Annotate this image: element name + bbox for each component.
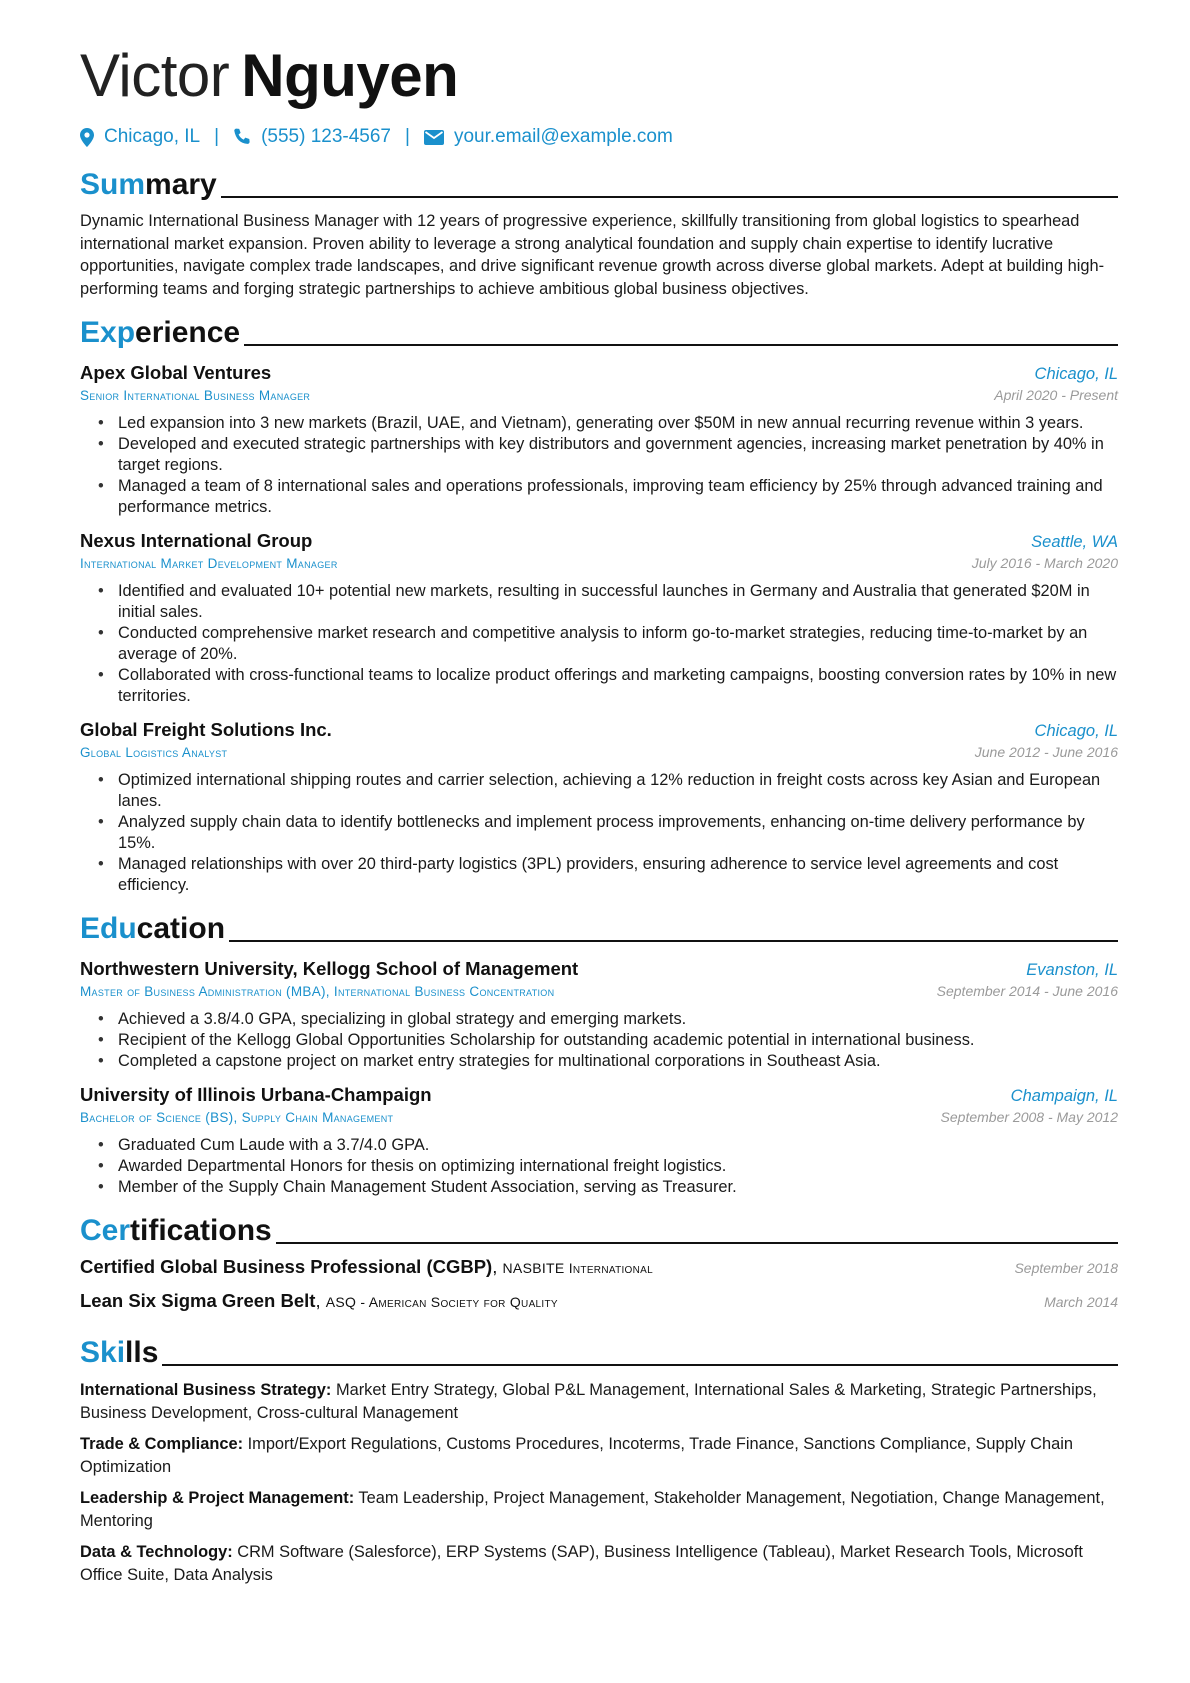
candidate-name — [80, 40, 1118, 112]
envelope-icon — [424, 130, 444, 145]
experience-entry — [80, 719, 1118, 896]
job-title: Global Logistics Analyst — [80, 745, 228, 760]
list-item: • Recipient of the Kellogg Global Opportunities Scholarship for outstanding academic potential in international business. — [94, 1030, 1118, 1051]
section-title: Summary — [80, 168, 217, 201]
list-item: • Conducted comprehensive market research and competitive analysis to inform go-to-market strategies, reducing time-to-market by an average of 20%. — [94, 623, 1118, 665]
summary-text: Dynamic International Business Manager with 12 years of progressive experience, skillfully transitioning from global logistics to spearhead international market expansion. Proven ability to leverage a strong analytical foundation and supply chain expertise to identify lucrative opportunities, navigate complex trade landscapes, and drive significant revenue growth across diverse global markets. Adept at building high-performing teams and forging strategic partnerships to achieve ambitious global business objectives. — [80, 212, 1105, 298]
list-item: • Managed a team of 8 international sales and operations professionals, improving team efficiency by 25% through advanced training and performance metrics. — [94, 476, 1118, 518]
entry-dates: September 2008 - May 2012 — [940, 1109, 1118, 1125]
education-entry — [80, 1084, 1118, 1198]
section-title: Experience — [80, 316, 241, 349]
entry-dates: July 2016 - March 2020 — [971, 555, 1118, 571]
certification-item: Lean Six Sigma Green Belt, ASQ - American Society for Quality March 2014 — [80, 1290, 1118, 1311]
section-experience-header — [80, 310, 1118, 350]
list-item: • Member of the Supply Chain Management Student Association, serving as Treasurer. — [94, 1177, 1118, 1198]
skill-category: International Business Strategy: — [80, 1381, 332, 1399]
list-item: • Awarded Departmental Honors for thesis on optimizing international freight logistics. — [94, 1156, 1118, 1177]
skill-category: Trade & Compliance: — [80, 1435, 244, 1453]
contact-location — [80, 126, 200, 148]
contact-separator: | — [405, 126, 410, 147]
list-item: • Managed relationships with over 20 third-party logistics (3PL) providers, ensuring adherence to service level agreements and cost efficiency. — [94, 854, 1118, 896]
section-title: Certifications — [80, 1214, 272, 1247]
entry-location: Seattle, WA — [1031, 533, 1118, 551]
achievement-list — [80, 581, 1118, 707]
list-item: • Analyzed supply chain data to identify bottlenecks and implement process improvements, enhancing on-time delivery performance by 15%. — [94, 812, 1118, 854]
entry-location: Chicago, IL — [1034, 722, 1118, 740]
map-pin-icon — [80, 128, 94, 147]
school-name: Northwestern University, Kellogg School of Management — [80, 958, 579, 979]
company-name: Global Freight Solutions Inc. — [80, 719, 332, 740]
section-divider — [244, 344, 1118, 346]
education-entry — [80, 958, 1118, 1072]
phone-icon — [233, 128, 251, 146]
entry-location: Chicago, IL — [1034, 365, 1118, 383]
list-item: • Completed a capstone project on market entry strategies for multinational corporations in Southeast Asia. — [94, 1051, 1118, 1072]
entry-location: Champaign, IL — [1010, 1087, 1118, 1105]
list-item: • Graduated Cum Laude with a 3.7/4.0 GPA. — [94, 1135, 1118, 1156]
certification-date: September 2018 — [1014, 1260, 1118, 1276]
skill-items: Team Leadership, Project Management, Stakeholder Management, Negotiation, Change Management, Mentoring — [80, 1489, 1105, 1530]
section-divider — [221, 196, 1118, 198]
skill-group — [80, 1487, 1118, 1532]
location-text: Chicago, IL — [104, 126, 201, 147]
section-certifications-header — [80, 1208, 1118, 1248]
achievement-list — [80, 1135, 1118, 1198]
phone-text: (555) 123-4567 — [261, 126, 391, 147]
degree: Bachelor of Science (BS), Supply Chain Management — [80, 1110, 394, 1125]
skill-category: Leadership & Project Management: — [80, 1489, 355, 1507]
section-title: Education — [80, 912, 226, 945]
entry-dates: April 2020 - Present — [994, 387, 1118, 403]
section-skills-header — [80, 1330, 1118, 1370]
section-divider — [162, 1364, 1118, 1366]
entry-dates: June 2012 - June 2016 — [974, 744, 1118, 760]
contact-bar — [80, 122, 1118, 152]
achievement-list — [80, 1009, 1118, 1072]
certification-name: Lean Six Sigma Green Belt — [80, 1290, 316, 1311]
certification-name: Certified Global Business Professional (CGBP) — [80, 1256, 493, 1277]
skill-category: Data & Technology: — [80, 1543, 233, 1561]
resume-page — [80, 40, 1118, 1586]
contact-separator: | — [214, 126, 220, 147]
skill-items: Import/Export Regulations, Customs Procedures, Incoterms, Trade Finance, Sanctions Compliance, Supply Chain Optimization — [80, 1435, 1073, 1476]
certification-issuer: ASQ - American Society for Quality — [325, 1294, 558, 1310]
degree: Master of Business Administration (MBA), International Business Concentration — [80, 984, 555, 999]
experience-entry — [80, 362, 1118, 518]
entry-location: Evanston, IL — [1026, 961, 1118, 979]
certification-issuer: NASBITE International — [502, 1260, 653, 1276]
skill-group — [80, 1379, 1118, 1424]
list-item: • Optimized international shipping routes and carrier selection, achieving a 12% reduction in freight costs across key Asian and European lanes. — [94, 770, 1118, 812]
certification-item: Certified Global Business Professional (CGBP), NASBITE International September 2018 — [80, 1256, 1118, 1277]
list-item: • Identified and evaluated 10+ potential new markets, resulting in successful launches in Germany and Australia that generated $20M in initial sales. — [94, 581, 1118, 623]
section-divider — [229, 940, 1118, 942]
achievement-list — [80, 770, 1118, 896]
school-name: University of Illinois Urbana-Champaign — [80, 1084, 432, 1105]
certification-date: March 2014 — [1044, 1294, 1118, 1310]
job-title: International Market Development Manager — [80, 556, 338, 571]
list-item: • Developed and executed strategic partnerships with key distributors and government agencies, increasing market penetration by 40% in target regions. — [94, 434, 1118, 476]
job-title: Senior International Business Manager — [80, 388, 311, 403]
first-name: Victor — [80, 42, 230, 109]
experience-entry — [80, 530, 1118, 707]
section-divider — [276, 1242, 1118, 1244]
skill-items: CRM Software (Salesforce), ERP Systems (SAP), Business Intelligence (Tableau), Market Research Tools, Microsoft Office Suite, Data Analysis — [80, 1543, 1083, 1584]
company-name: Nexus International Group — [80, 530, 313, 551]
contact-phone[interactable] — [233, 126, 391, 148]
skill-group — [80, 1433, 1118, 1478]
email-text: your.email@example.com — [453, 126, 673, 147]
last-name: Nguyen — [241, 42, 459, 109]
list-item: • Led expansion into 3 new markets (Brazil, UAE, and Vietnam), generating over $50M in new annual recurring revenue within 3 years. — [94, 413, 1118, 434]
section-education-header — [80, 906, 1118, 946]
skill-items: Market Entry Strategy, Global P&L Management, International Sales & Marketing, Strategic Partnerships, Business Development, Cross-cultural Management — [80, 1381, 1097, 1422]
section-title: Skills — [80, 1336, 159, 1369]
skill-group — [80, 1541, 1118, 1586]
company-name: Apex Global Ventures — [80, 362, 272, 383]
contact-email[interactable] — [424, 126, 673, 148]
entry-dates: September 2014 - June 2016 — [936, 983, 1118, 999]
achievement-list — [80, 413, 1118, 518]
list-item: • Collaborated with cross-functional teams to localize product offerings and marketing campaigns, boosting conversion rates by 10% in new territories. — [94, 665, 1118, 707]
section-summary-header — [80, 162, 1118, 202]
list-item: • Achieved a 3.8/4.0 GPA, specializing in global strategy and emerging markets. — [94, 1009, 1118, 1030]
